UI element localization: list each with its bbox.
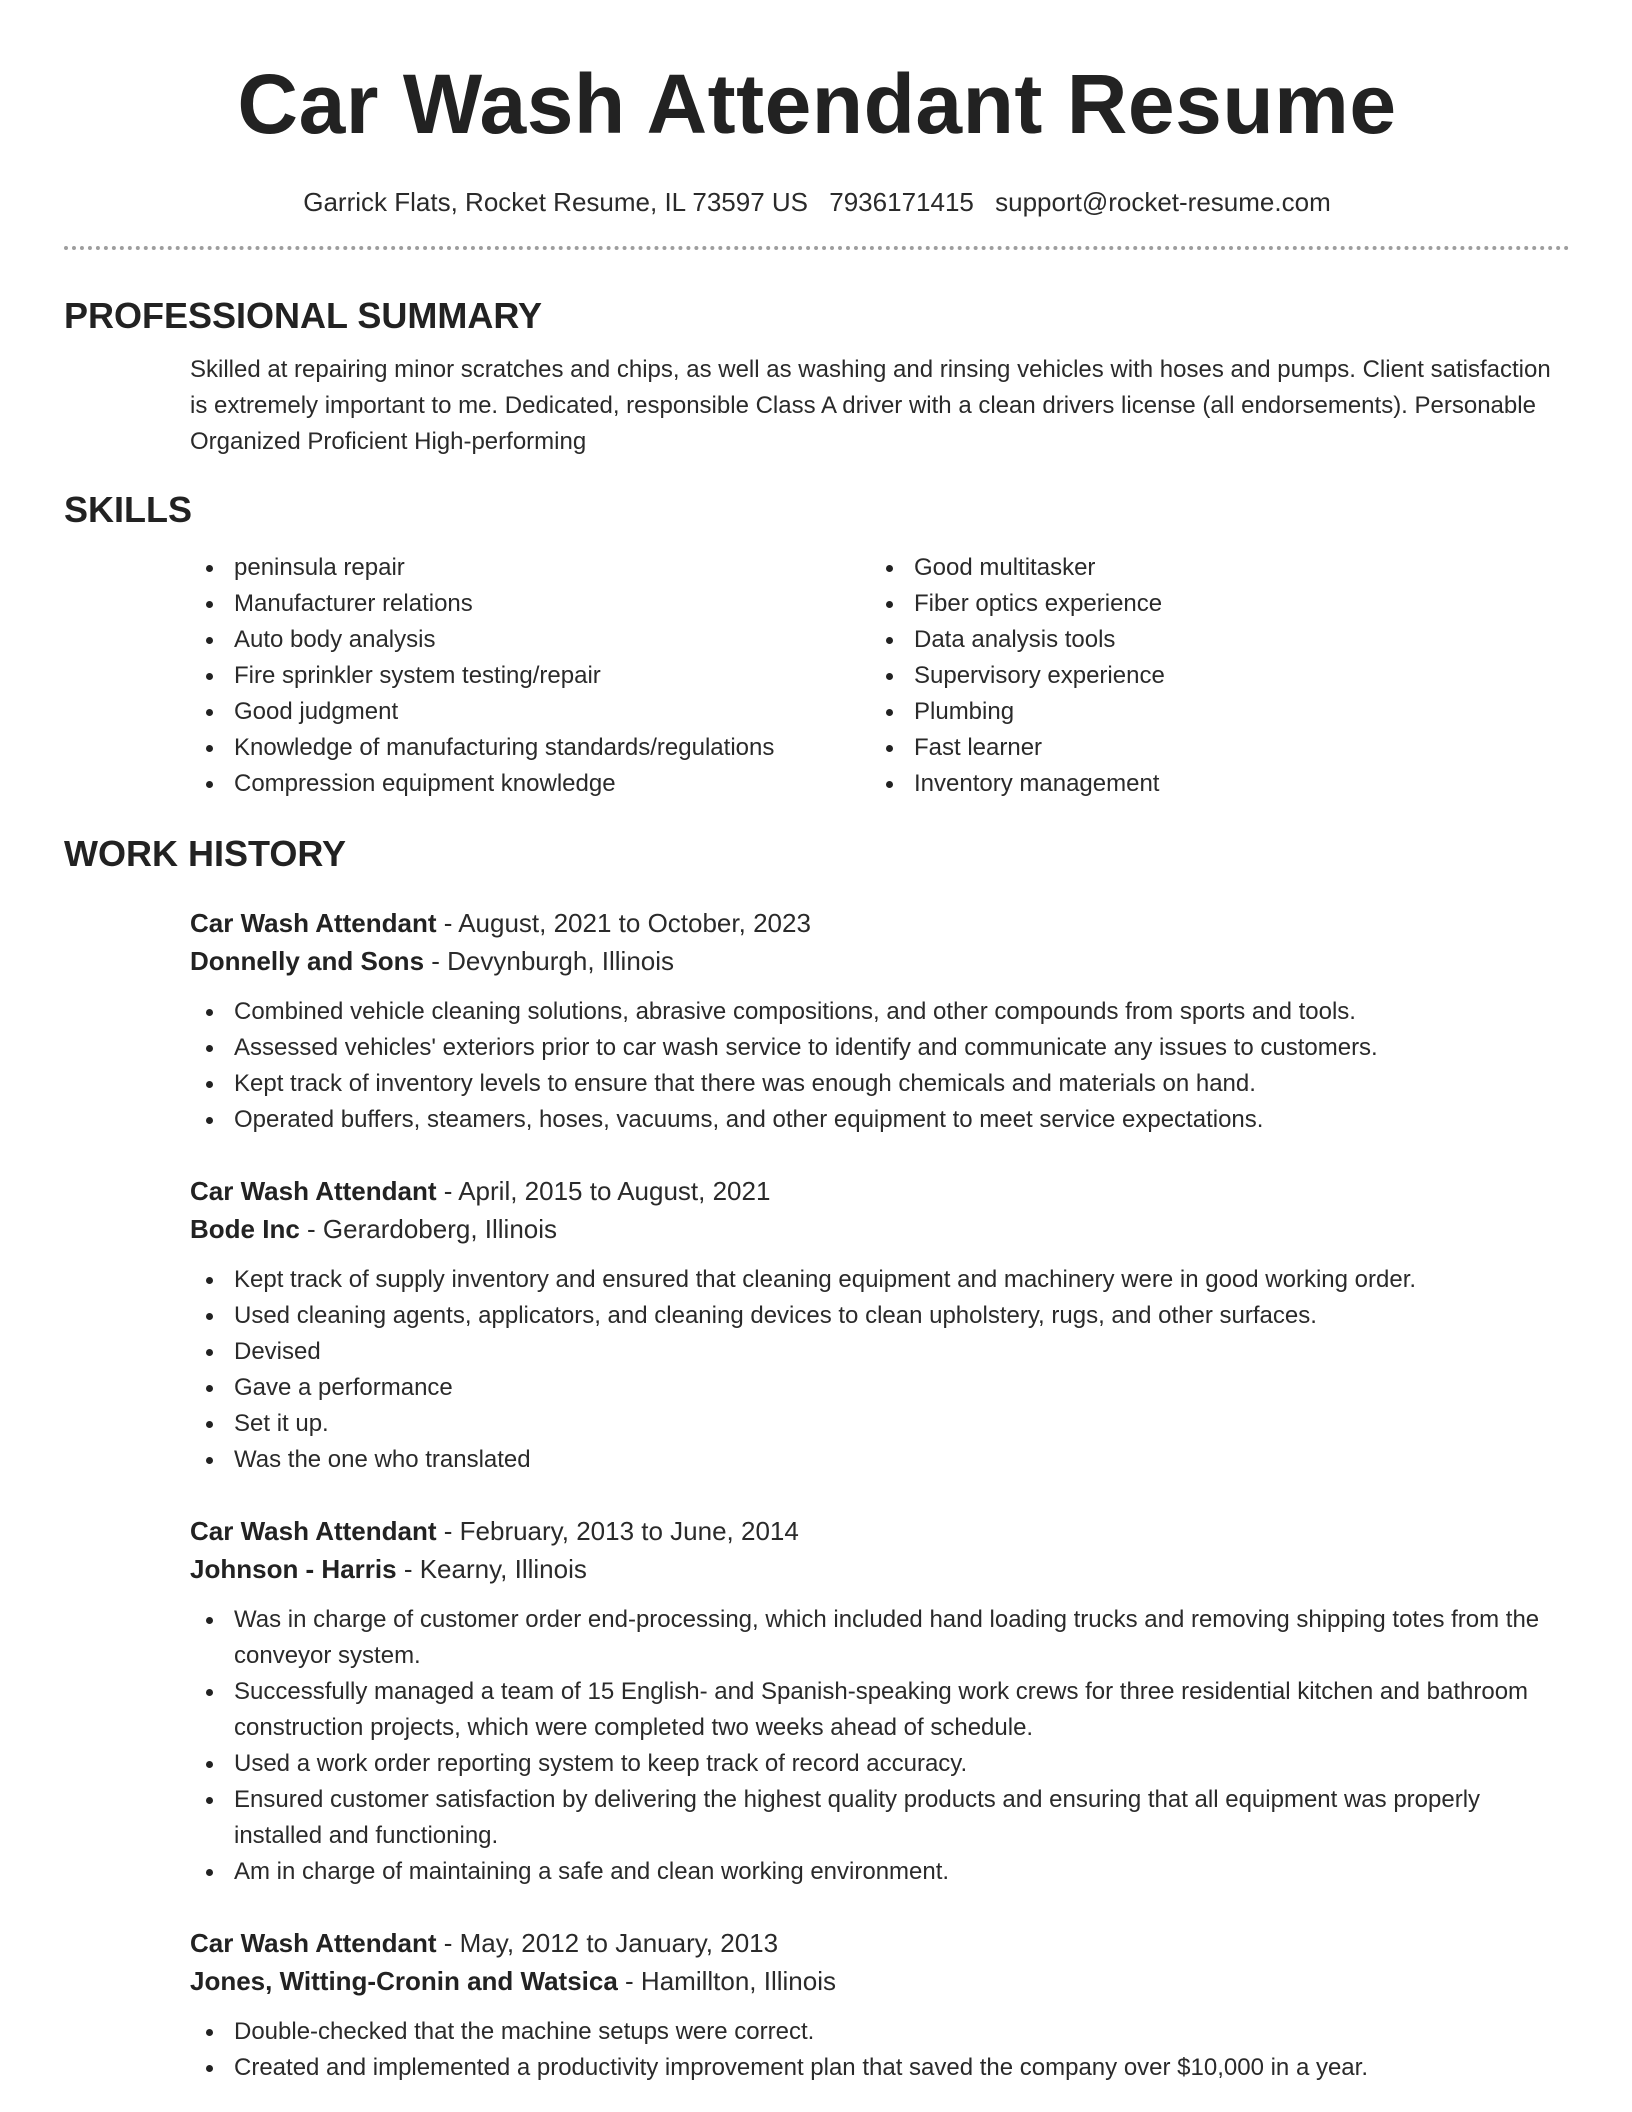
job-duty: Used cleaning agents, applicators, and cleaning devices to clean upholstery, rugs, and other surfaces. bbox=[190, 1298, 1570, 1334]
section-title-summary: PROFESSIONAL SUMMARY bbox=[64, 295, 543, 336]
contact-email: support@rocket-resume.com bbox=[995, 187, 1331, 217]
skill-item: Good multitasker bbox=[870, 550, 1165, 586]
skill-item: peninsula repair bbox=[190, 550, 870, 586]
skill-item: Fiber optics experience bbox=[870, 586, 1165, 622]
job-role: Car Wash Attendant bbox=[190, 1516, 437, 1546]
job-company-line bbox=[190, 1550, 1570, 1588]
job-location: - Devynburgh, Illinois bbox=[424, 946, 675, 976]
skills-list bbox=[190, 550, 1570, 802]
job-duty: Double-checked that the machine setups were correct. bbox=[190, 2014, 1570, 2050]
job-duty: Set it up. bbox=[190, 1406, 1570, 1442]
skill-item: Supervisory experience bbox=[870, 658, 1165, 694]
header-divider bbox=[64, 246, 1570, 250]
skills-column-right bbox=[870, 550, 1165, 802]
job-dates: - August, 2021 to October, 2023 bbox=[436, 908, 811, 938]
job-duty: Kept track of inventory levels to ensure that there was enough chemicals and materials on hand. bbox=[190, 1066, 1570, 1102]
job-entry bbox=[190, 1512, 1570, 1890]
job-dates: - April, 2015 to August, 2021 bbox=[436, 1176, 771, 1206]
job-location: - Hamillton, Illinois bbox=[617, 1966, 836, 1996]
skill-item: Manufacturer relations bbox=[190, 586, 870, 622]
job-duty: Was the one who translated bbox=[190, 1442, 1570, 1478]
job-role: Car Wash Attendant bbox=[190, 908, 437, 938]
contact-address: Garrick Flats, Rocket Resume, IL 73597 US bbox=[303, 187, 809, 217]
job-company-line bbox=[190, 942, 1570, 980]
contact-phone: 7936171415 bbox=[829, 187, 974, 217]
job-role-line bbox=[190, 1512, 1570, 1550]
job-role-line bbox=[190, 1172, 1570, 1210]
skill-item: Plumbing bbox=[870, 694, 1165, 730]
job-duty: Devised bbox=[190, 1334, 1570, 1370]
job-company: Jones, Witting-Cronin and Watsica bbox=[190, 1966, 618, 1996]
skill-item: Inventory management bbox=[870, 766, 1165, 802]
job-duty: Assessed vehicles' exteriors prior to car wash service to identify and communicate any issues to customers. bbox=[190, 1030, 1570, 1066]
job-role-line bbox=[190, 904, 1570, 942]
job-duty: Created and implemented a productivity improvement plan that saved the company over $10,000 in a year. bbox=[190, 2050, 1570, 2086]
skill-item: Good judgment bbox=[190, 694, 870, 730]
job-duties bbox=[190, 994, 1570, 1138]
skills-column-left bbox=[190, 550, 870, 802]
job-entry bbox=[190, 1924, 1570, 2086]
job-duties bbox=[190, 1602, 1570, 1890]
contact-info bbox=[64, 184, 1570, 220]
skill-item: Data analysis tools bbox=[870, 622, 1165, 658]
resume-page bbox=[64, 50, 1570, 2086]
job-dates: - May, 2012 to January, 2013 bbox=[436, 1928, 779, 1958]
job-duty: Operated buffers, steamers, hoses, vacuums, and other equipment to meet service expectations. bbox=[190, 1102, 1570, 1138]
job-entry bbox=[190, 904, 1570, 1138]
job-location: - Gerardoberg, Illinois bbox=[299, 1214, 558, 1244]
job-company-line bbox=[190, 1210, 1570, 1248]
job-duties bbox=[190, 1262, 1570, 1478]
job-duty: Ensured customer satisfaction by delivering the highest quality products and ensuring that all equipment was properly installed and functioning. bbox=[190, 1782, 1570, 1854]
job-duties bbox=[190, 2014, 1570, 2086]
section-title-work-history: WORK HISTORY bbox=[64, 833, 347, 874]
job-role-line bbox=[190, 1924, 1570, 1962]
resume-title: Car Wash Attendant Resume bbox=[237, 57, 1397, 151]
job-company-line bbox=[190, 1962, 1570, 2000]
job-role: Car Wash Attendant bbox=[190, 1176, 437, 1206]
skill-item: Compression equipment knowledge bbox=[190, 766, 870, 802]
job-dates: - February, 2013 to June, 2014 bbox=[436, 1516, 799, 1546]
skill-item: Knowledge of manufacturing standards/regulations bbox=[190, 730, 870, 766]
skill-item: Fast learner bbox=[870, 730, 1165, 766]
section-title-skills: SKILLS bbox=[64, 489, 193, 530]
skill-item: Auto body analysis bbox=[190, 622, 870, 658]
job-company: Johnson - Harris bbox=[190, 1554, 397, 1584]
skill-item: Fire sprinkler system testing/repair bbox=[190, 658, 870, 694]
job-duty: Combined vehicle cleaning solutions, abrasive compositions, and other compounds from sports and tools. bbox=[190, 994, 1570, 1030]
job-duty: Am in charge of maintaining a safe and clean working environment. bbox=[190, 1854, 1570, 1890]
job-duty: Was in charge of customer order end-processing, which included hand loading trucks and removing shipping totes from the conveyor system. bbox=[190, 1602, 1570, 1674]
job-duty: Gave a performance bbox=[190, 1370, 1570, 1406]
job-duty: Successfully managed a team of 15 English- and Spanish-speaking work crews for three residential kitchen and bathroom construction projects, which were completed two weeks ahead of schedule. bbox=[190, 1674, 1570, 1746]
job-role: Car Wash Attendant bbox=[190, 1928, 437, 1958]
job-duty: Used a work order reporting system to keep track of record accuracy. bbox=[190, 1746, 1570, 1782]
job-duty: Kept track of supply inventory and ensured that cleaning equipment and machinery were in good working order. bbox=[190, 1262, 1570, 1298]
job-location: - Kearny, Illinois bbox=[396, 1554, 587, 1584]
summary-text: Skilled at repairing minor scratches and chips, as well as washing and rinsing vehicles with hoses and pumps. Client satisfaction is extremely important to me. Dedicated, responsible Class A driver with a clean drivers license (all endorsements). Personable Organized Proficient High-performing bbox=[190, 356, 1551, 455]
job-company: Bode Inc bbox=[190, 1214, 300, 1244]
job-entry bbox=[190, 1172, 1570, 1478]
job-company: Donnelly and Sons bbox=[190, 946, 425, 976]
